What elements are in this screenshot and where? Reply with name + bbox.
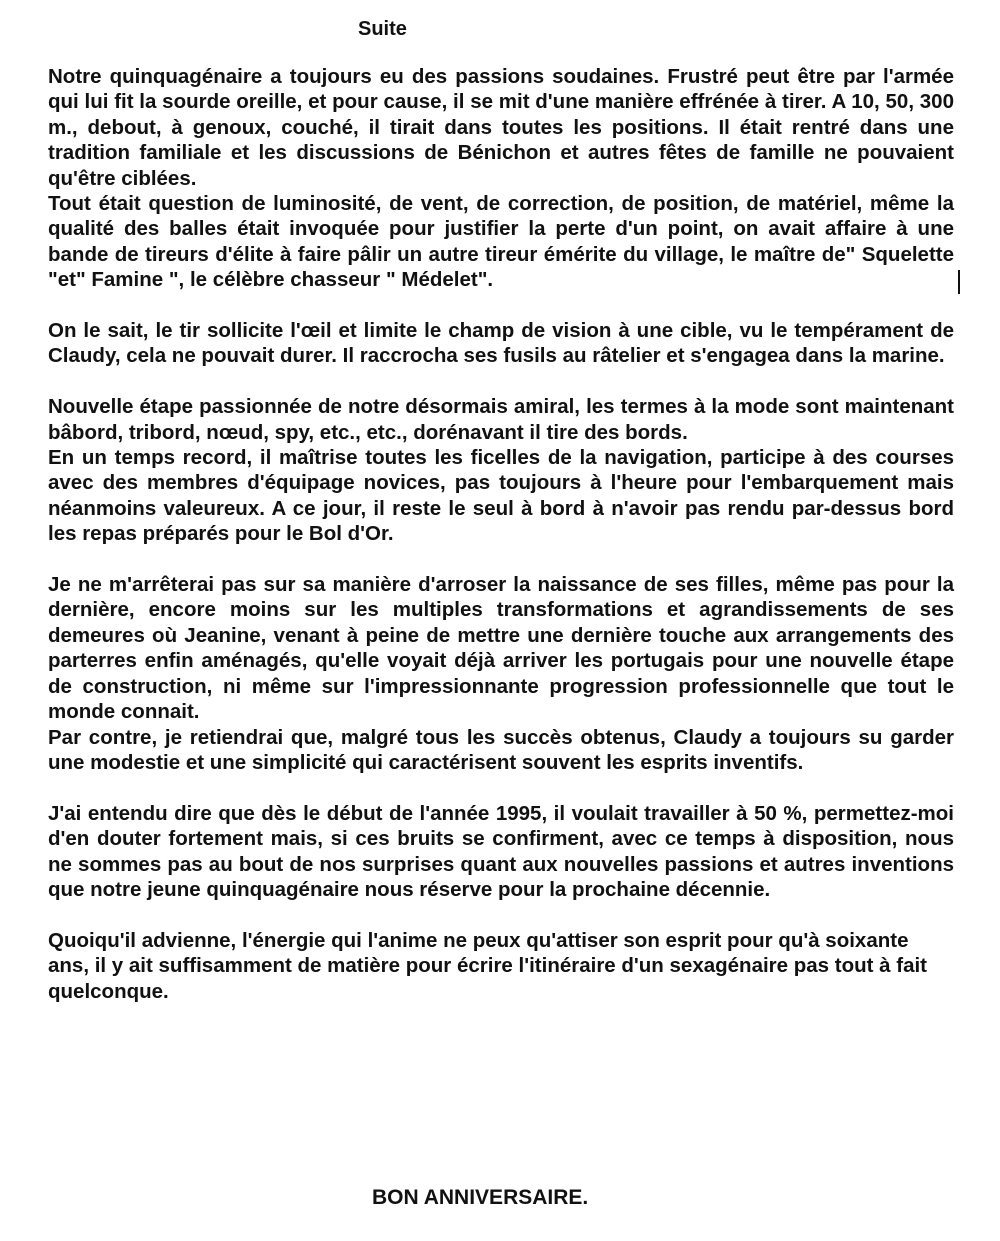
paragraph-admiral: Nouvelle étape passionnée de notre désormais amiral, les termes à la mode sont maintenant bâbord, tribord, nœud, spy, etc., etc., dorénavant il tire des bords. — [48, 395, 954, 444]
document-body — [48, 64, 954, 1004]
text-cursor — [958, 270, 960, 294]
paragraph-navy: On le sait, le tir sollicite l'œil et limite le champ de vision à une cible, vu le tempérament de Claudy, cela ne pouvait durer. Il raccrocha ses fusils au râtelier et s'engagea dans la marine. — [48, 319, 954, 368]
paragraph-future: J'ai entendu dire que dès le début de l'année 1995, il voulait travailler à 50 %, permettez-moi d'en douter fortement mais, si ces bruits se confirment, avec ce temps à disposition, nous ne sommes pas au bout de nos surprises quant aux nouvelles passions et autres inventions que notre jeune quinquagénaire nous réserve pour la prochaine décennie. — [48, 801, 954, 901]
closing-greeting: BON ANNIVERSAIRE. — [372, 1186, 589, 1209]
paragraph-wish: Quoiqu'il advienne, l'énergie qui l'anime ne peux qu'attiser son esprit pour qu'à soixante ans, il y ait suffisamment de matière pour écrire l'itinéraire d'un sexagénaire pas tout à fait quelconque. — [48, 928, 928, 1003]
paragraph-shooting: Notre quinquagénaire a toujours eu des passions soudaines. Frustré peut être par l'armée qui lui fit la sourde oreille, et pour cause, il se mit d'une manière effrénée à tirer. A 10, 50, 300 m., debout, à genoux, couché, il tirait dans toutes les positions. Il était rentré dans une tradition familiale et les discussions de Bénichon et autres fêtes de famille ne pouvaient qu'être ciblées. — [48, 65, 954, 190]
paragraph-modesty: Par contre, je retiendrai que, malgré tous les succès obtenus, Claudy a toujours su garder une modestie et une simplicité qui caractérisent souvent les esprits inventifs. — [48, 725, 954, 774]
paragraph-marksmen: Tout était question de luminosité, de vent, de correction, de position, de matériel, même la qualité des balles était invoquée pour justifier la perte d'un point, on avait affaire à une bande de tireurs d'élite à faire pâlir un autre tireur émérite du village, le maître de" Squelette "et" Famine ", le célèbre chasseur " Médelet". — [48, 192, 954, 292]
paragraph-sailing: En un temps record, il maîtrise toutes les ficelles de la navigation, participe à des courses avec des membres d'équipage novices, pas toujours à l'heure pour l'embarquement mais néanmoins valeureux. A ce jour, il reste le seul à bord à n'avoir pas rendu par-dessus bord les repas préparés pour le Bol d'Or. — [48, 446, 954, 546]
paragraph-family: Je ne m'arrêterai pas sur sa manière d'arroser la naissance de ses filles, même pas pour la dernière, encore moins sur les multiples transformations et agrandissements de ses demeures où Jeanine, venant à peine de mettre une dernière touche aux arrangements des parterres enfin aménagés, qu'elle voyait déjà arriver les portugais pour une nouvelle étape de construction, ni même sur l'impressionnante progression professionnelle que tout le monde connait. — [48, 573, 954, 724]
page-title: Suite — [358, 18, 407, 40]
